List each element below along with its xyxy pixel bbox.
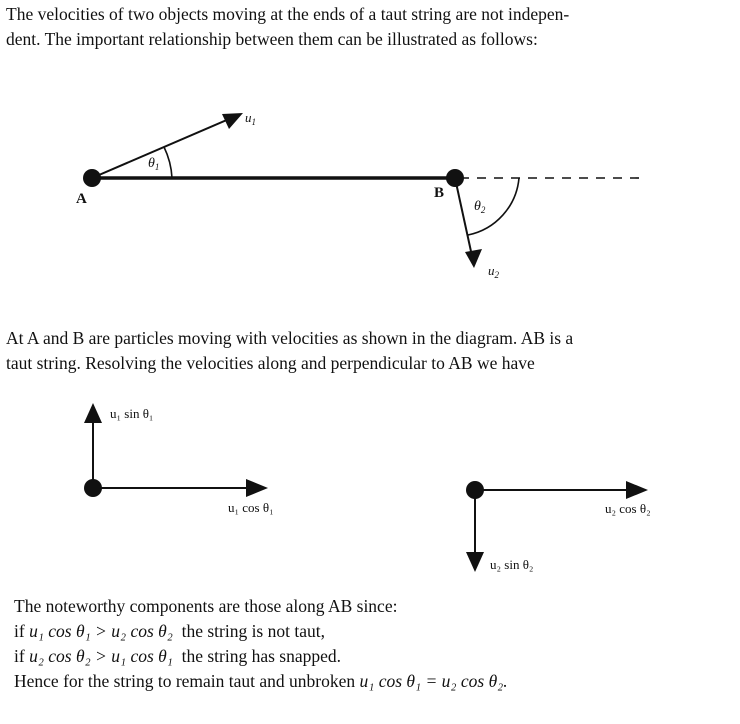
velocity-u2-arrowhead bbox=[465, 249, 482, 268]
label-u2: $u_2$ bbox=[488, 263, 499, 280]
intro-line-2: dent. The important relationship between them can be illustrated as follows: bbox=[6, 29, 538, 49]
label-theta2: $\theta_2$ bbox=[474, 199, 486, 215]
middle-paragraph bbox=[6, 326, 734, 376]
theta1-arc bbox=[164, 147, 172, 178]
components-at-A bbox=[84, 403, 274, 515]
label-B: B bbox=[434, 185, 445, 201]
conclusion-line-2: if u₁ cos θ₁ > u₂ cos θ₂ the string is not taut, bbox=[14, 621, 325, 641]
velocity-u2-arrow bbox=[455, 178, 472, 256]
conclusion-block bbox=[14, 594, 734, 694]
middle-line-1: At A and B are particles moving with velocities as shown in the diagram. AB is a bbox=[6, 328, 574, 348]
label-u1: $u_1$ bbox=[245, 110, 256, 127]
label-b-down: u₂ sin θ₂ bbox=[490, 557, 534, 572]
label-b-right: u₂ cos θ₂ bbox=[605, 501, 651, 516]
label-A: A bbox=[76, 191, 87, 207]
middle-line-2: taut string. Resolving the velocities along and perpendicular to AB we have bbox=[6, 353, 535, 373]
b-vertical-arrowhead bbox=[466, 552, 484, 572]
particle-B-2 bbox=[466, 481, 484, 499]
conclusion-line-1: The noteworthy components are those along AB since: bbox=[14, 596, 398, 616]
inequality-not-taut: u₁ cos θ₁ > u₂ cos θ₂ bbox=[29, 621, 173, 641]
b-horizontal-arrowhead bbox=[626, 481, 648, 499]
components-at-B bbox=[466, 481, 651, 572]
label-a-up: u₁ sin θ₁ bbox=[110, 406, 154, 421]
particle-B bbox=[446, 169, 464, 187]
inequality-snapped: u₂ cos θ₂ > u₁ cos θ₁ bbox=[29, 646, 173, 666]
particle-A-2 bbox=[84, 479, 102, 497]
a-horizontal-arrowhead bbox=[246, 479, 268, 497]
a-vertical-arrowhead bbox=[84, 403, 102, 423]
label-a-right: u₁ cos θ₁ bbox=[228, 500, 274, 515]
intro-line-1: The velocities of two objects moving at the ends of a taut string are not indepen- bbox=[6, 4, 570, 24]
particle-A bbox=[83, 169, 101, 187]
conclusion-line-4: Hence for the string to remain taut and unbroken u₁ cos θ₁ = u₂ cos θ₂. bbox=[14, 671, 508, 691]
label-theta1: $\theta_1$ bbox=[148, 156, 160, 172]
string-diagram bbox=[76, 110, 640, 280]
taut-condition: u₁ cos θ₁ = u₂ cos θ₂. bbox=[359, 671, 508, 691]
conclusion-line-3: if u₂ cos θ₂ > u₁ cos θ₁ the string has snapped. bbox=[14, 646, 341, 666]
